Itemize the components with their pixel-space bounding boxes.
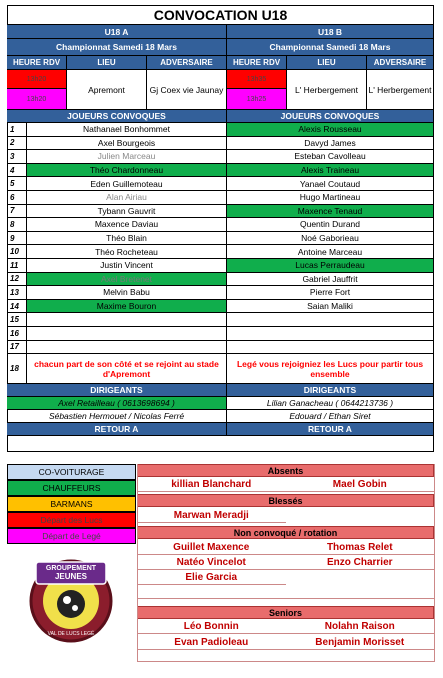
senior-player: Evan Padioleau — [137, 636, 286, 650]
player-b: Saian Maliki — [227, 300, 434, 314]
row-number: 15 — [7, 313, 27, 327]
player-b: Noé Gaborieau — [227, 232, 434, 246]
row-number: 14 — [7, 300, 27, 314]
header-time: HEURE RDV — [7, 56, 67, 70]
row-number: 4 — [7, 164, 27, 178]
logo-text-bottom: JEUNES — [54, 572, 87, 581]
absent-header: Absents — [137, 464, 434, 477]
blank-row — [137, 650, 434, 662]
leader-main: Axel Retailleau ( 0613698694 ) — [7, 397, 227, 410]
team-name: U18 B — [227, 25, 434, 39]
absent-player: Mael Gobin — [286, 478, 435, 492]
player-b: Antoine Marceau — [227, 245, 434, 259]
row-number: 5 — [7, 177, 27, 191]
match-place: L' Herbergement — [287, 70, 367, 110]
player-b — [227, 341, 434, 355]
player-a: Théo Chardonneau — [27, 164, 227, 178]
player-b: Maxence Tenaud — [227, 205, 434, 219]
row-number: 12 — [7, 273, 27, 287]
players-header: JOUEURS CONVOQUES — [227, 110, 434, 123]
return-header: RETOUR A — [7, 423, 227, 436]
absent-player: killian Blanchard — [137, 478, 286, 492]
player-a: Théo Rocheteau — [27, 245, 227, 259]
rotation-player: Elie Garcia — [137, 571, 286, 585]
row-number: 2 — [7, 137, 27, 151]
header-place: LIEU — [67, 56, 147, 70]
senior-player: Benjamin Morisset — [286, 636, 435, 650]
row-number: 10 — [7, 245, 27, 259]
row-number: 13 — [7, 286, 27, 300]
row-number: 17 — [7, 341, 27, 355]
player-a: Eden Guillemoteau — [27, 177, 227, 191]
logo-ring-text: VAL DE LUCS LEGÉ — [47, 631, 95, 637]
row-number: 6 — [7, 191, 27, 205]
legend-co-voiturage: CO-VOITURAGE — [7, 464, 136, 480]
player-b: Davyd James — [227, 137, 434, 151]
player-b: Yanael Coutaud — [227, 177, 434, 191]
player-b — [227, 327, 434, 341]
injured-player: Marwan Meradji — [137, 509, 286, 523]
legend-chauffeurs: CHAUFFEURS — [7, 480, 136, 496]
row-number: 1 — [7, 123, 27, 137]
player-a — [27, 313, 227, 327]
rotation-player: Natéo Vincelot — [137, 556, 286, 570]
row-number: 16 — [7, 327, 27, 341]
match-opponent: Gj Coex vie Jaunay — [147, 70, 227, 110]
rotation-header: Non convoqué / rotation — [137, 526, 434, 539]
row-number: 11 — [7, 259, 27, 273]
player-a — [27, 341, 227, 355]
player-b: Hugo Martineau — [227, 191, 434, 205]
time-departure-lucs: 13h35 — [227, 70, 287, 89]
match-place: Apremont — [67, 70, 147, 110]
row-number: 18 — [7, 354, 27, 384]
player-a: Axel Bourgeois — [27, 137, 227, 151]
legend-barmans: BARMANS — [7, 496, 136, 512]
player-a: Alan Airiau — [27, 191, 227, 205]
players-header: JOUEURS CONVOQUES — [7, 110, 227, 123]
player-a: Melvin Babu — [27, 286, 227, 300]
player-b: Quentin Durand — [227, 218, 434, 232]
player-a: Axel Bretenet — [27, 273, 227, 287]
player-b — [227, 313, 434, 327]
player-b: Lucas Perraudeau — [227, 259, 434, 273]
header-time: HEURE RDV — [227, 56, 287, 70]
legend-departure-lucs: Départ des Lucs — [7, 512, 136, 528]
header-opponent: ADVERSAIRE — [367, 56, 434, 70]
championship-label: Championnat Samedi 18 Mars — [7, 39, 227, 56]
logo-text-top: GROUPEMENT — [45, 564, 97, 572]
senior-player: Nolahn Raison — [286, 620, 435, 634]
return-header: RETOUR A — [227, 423, 434, 436]
header-opponent: ADVERSAIRE — [147, 56, 227, 70]
note-b: Legé vous rejoigniez les Lucs pour partir tous ensemble — [227, 354, 434, 384]
injured-header: Blessés — [137, 494, 434, 507]
player-b: Pierre Fort — [227, 286, 434, 300]
player-b: Esteban Cavolleau — [227, 150, 434, 164]
leader-others: Edouard / Ethan Siret — [227, 410, 434, 423]
row-number: 7 — [7, 205, 27, 219]
panel-border-left — [137, 464, 138, 662]
player-b: Gabriel Jauffrit — [227, 273, 434, 287]
player-a: Julien Marceau — [27, 150, 227, 164]
legend-departure-lege: Départ de Legé — [7, 528, 136, 544]
panel-border-right — [434, 464, 435, 662]
senior-player: Léo Bonnin — [137, 620, 286, 634]
player-b: Alexis Traineau — [227, 164, 434, 178]
match-opponent: L' Herbergement — [367, 70, 434, 110]
player-b: Alexis Rousseau — [227, 123, 434, 137]
player-a: Théo Blain — [27, 232, 227, 246]
time-departure-lege: 13h20 — [7, 89, 67, 110]
row-number: 9 — [7, 232, 27, 246]
leader-main: Lilian Ganacheau ( 0644213736 ) — [227, 397, 434, 410]
player-a: Maxime Bouron — [27, 300, 227, 314]
time-departure-lege: 13h25 — [227, 89, 287, 110]
note-a: chacun part de son côté et se rejoint au stade d'Apremont — [27, 354, 227, 384]
leaders-header: DIRIGEANTS — [227, 384, 434, 397]
leader-others: Sébastien Hermouet / Nicolas Ferré — [7, 410, 227, 423]
player-a: Tybann Gauvrit — [27, 205, 227, 219]
time-departure-lucs: 13h20 — [7, 70, 67, 89]
leaders-header: DIRIGEANTS — [7, 384, 227, 397]
player-a: Nathanael Bonhommet — [27, 123, 227, 137]
player-a — [27, 327, 227, 341]
team-name: U18 A — [7, 25, 227, 39]
seniors-header: Seniors — [137, 606, 434, 619]
rotation-player: Enzo Charrier — [286, 556, 435, 570]
championship-label: Championnat Samedi 18 Mars — [227, 39, 434, 56]
rotation-player: Guillet Maxence — [137, 541, 286, 555]
rotation-player: Thomas Relet — [286, 541, 435, 555]
title: CONVOCATION U18 — [7, 5, 434, 25]
row-number: 3 — [7, 150, 27, 164]
header-place: LIEU — [287, 56, 367, 70]
player-a: Maxence Daviau — [27, 218, 227, 232]
player-a: Justin Vincent — [27, 259, 227, 273]
row-number: 8 — [7, 218, 27, 232]
blank-row — [137, 585, 434, 599]
